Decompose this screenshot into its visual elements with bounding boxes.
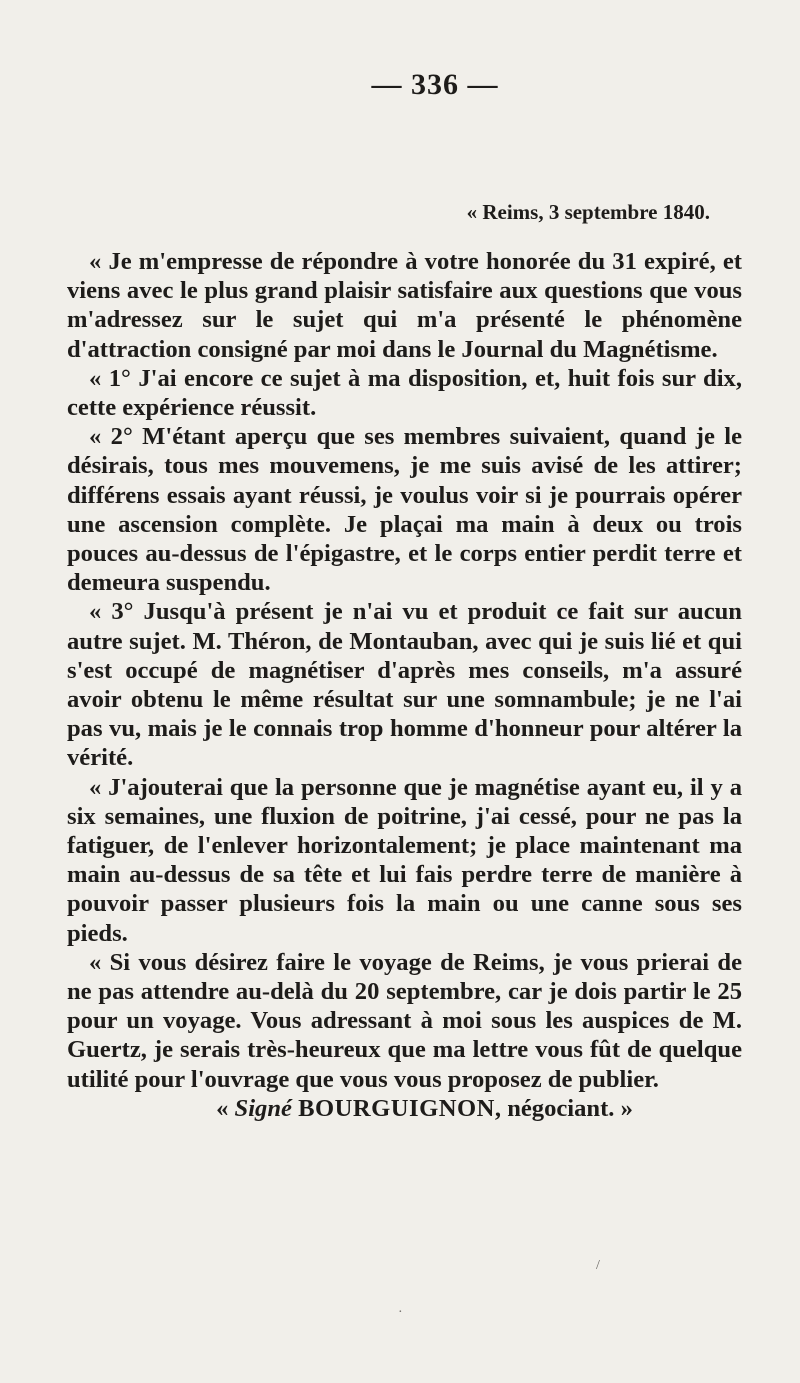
signature-signed-word: Signé [234, 1094, 292, 1122]
signature-open-quote: « [216, 1094, 229, 1122]
signature-suffix: , négociant. » [494, 1094, 633, 1122]
paragraph-intro: « Je m'empresse de répondre à votre honorée du 31 expiré, et viens avec le plus grand plaisir satisfaire aux questions que vous m'adressez sur le sujet qui m'a présenté le phénomène d'attraction consigné par moi dans le Journal du Magnétisme. [67, 248, 742, 363]
signature-name: BOURGUIGNON [298, 1094, 495, 1122]
paragraph-addendum: « J'ajouterai que la personne que je magnétise ayant eu, il y a six semaines, une fluxion de poitrine, j'ai cessé, pour ne pas la fatiguer, de l'enlever horizontalement; je place maintenant ma main au-dessus de sa tête et lui fais perdre terre de manière à pouvoir passer plusieurs fois la main ou une canne sous ses pieds. [67, 773, 742, 947]
paper-mark: / [596, 1258, 600, 1273]
paper-mark: · [398, 1305, 403, 1320]
paragraph-point-1: « 1° J'ai encore ce sujet à ma disposition, et, huit fois sur dix, cette expérience réussit. [67, 364, 742, 422]
letter-signature [67, 1094, 742, 1123]
paragraph-point-3: « 3° Jusqu'à présent je n'ai vu et produit ce fait sur aucun autre sujet. M. Théron, de Montauban, avec qui je suis lié et qui s'est occupé de magnétiser d'après mes conseils, m'a assuré avoir obtenu le même résultat sur une somnambule; je ne l'ai pas vu, mais je le connais trop homme d'honneur pour altérer la vérité. [67, 598, 742, 772]
paragraph-point-2: « 2° M'étant aperçu que ses membres suivaient, quand je le désirais, tous mes mouvemens, je me suis avisé de les attirer; différens essais ayant réussi, je voulus voir si je pourrais opérer une ascension complète. Je plaçai ma main à deux ou trois pouces au-dessus de l'épigastre, et le corps entier perdit terre et demeura suspendu. [67, 423, 742, 597]
page-number: — 336 — [371, 68, 499, 101]
paragraph-invitation: « Si vous désirez faire le voyage de Reims, je vous prierai de ne pas attendre au-delà du 20 septembre, car je dois partir le 25 pour un voyage. Vous adressant à moi sous les auspices de M. Guertz, je serais très-heureux que ma lettre vous fût de quelque utilité pour l'ouvrage que vous vous proposez de publier. [67, 948, 742, 1093]
letter-dateline: « Reims, 3 septembre 1840. [466, 200, 710, 224]
letter-body [67, 247, 742, 1123]
